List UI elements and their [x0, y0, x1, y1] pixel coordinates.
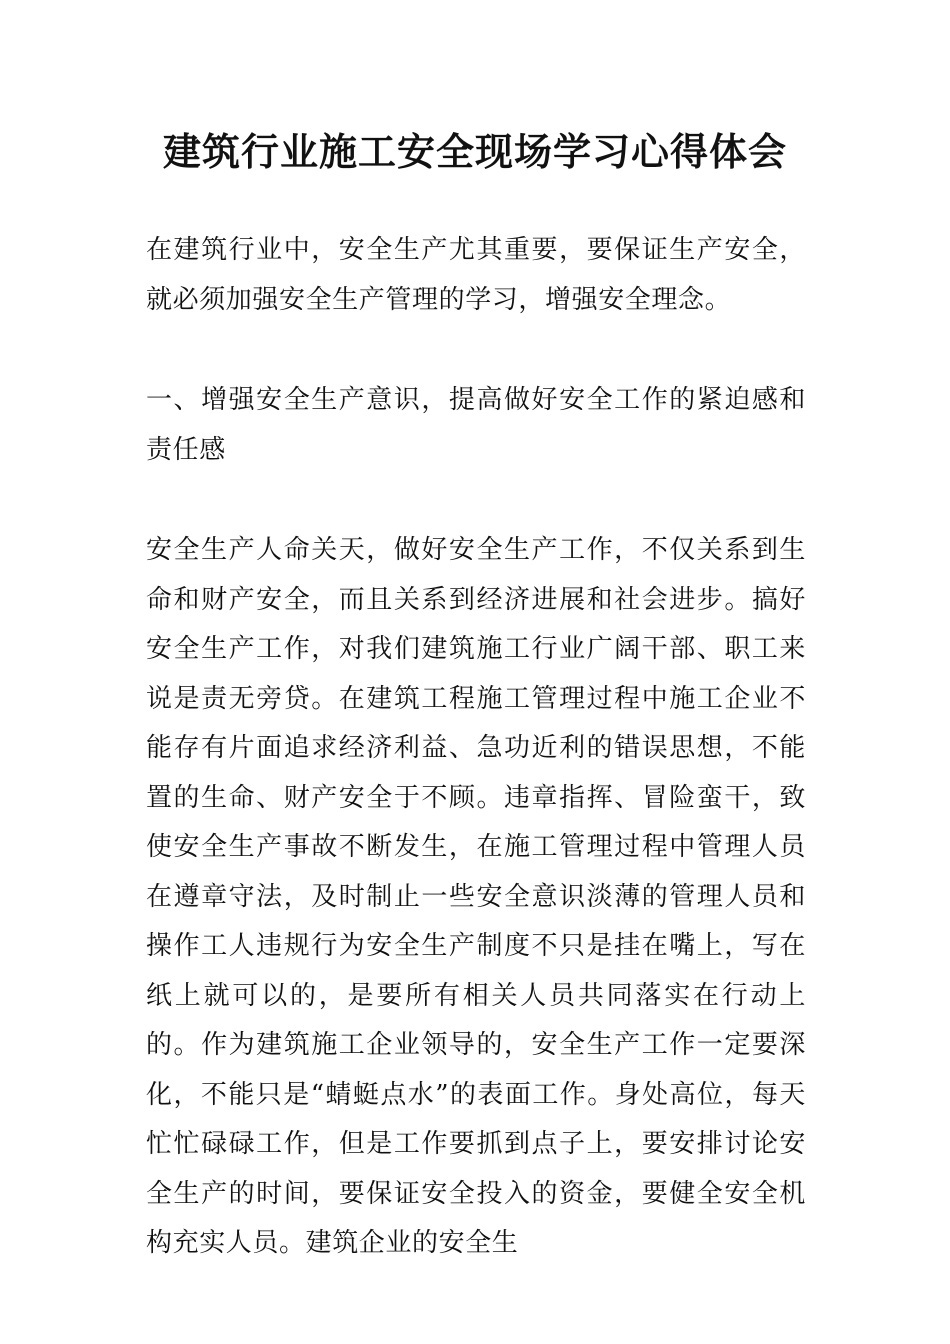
- intro-paragraph: 在建筑行业中，安全生产尤其重要，要保证生产安全，就必须加强安全生产管理的学习，增强安全理念。: [146, 235, 806, 315]
- document-body: [146, 226, 806, 1269]
- document-title: 建筑行业施工安全现场学习心得体会: [162, 130, 787, 174]
- body-paragraph: 安全生产人命关天，做好安全生产工作，不仅关系到生命和财产安全，而且关系到经济进展和社会进步。搞好安全生产工作，对我们建筑施工行业广阔干部、职工来说是责无旁贷。在建筑工程施工管理过程中施工企业不能存有片面追求经济利益、急功近利的错误思想，不能置的生命、财产安全于不顾。违章指挥、冒险蛮干，致使安全生产事故不断发生，在施工管理过程中管理人员在遵章守法，及时制止一些安全意识淡薄的管理人员和操作工人违规行为安全生产制度不只是挂在嘴上，写在纸上就可以的，是要所有相关人员共同落实在行动上的。作为建筑施工企业领导的，安全生产工作一定要深化，不能只是“蜻蜓点水”的表面工作。身处高位，每天忙忙碌碌工作，但是工作要抓到点子上，要安排讨论安全生产的时间，要保证安全投入的资金，要健全安全机构充实人员。建筑企业的安全生: [146, 535, 806, 1258]
- section-heading: 一、增强安全生产意识，提高做好安全工作的紧迫感和责任感: [146, 385, 806, 465]
